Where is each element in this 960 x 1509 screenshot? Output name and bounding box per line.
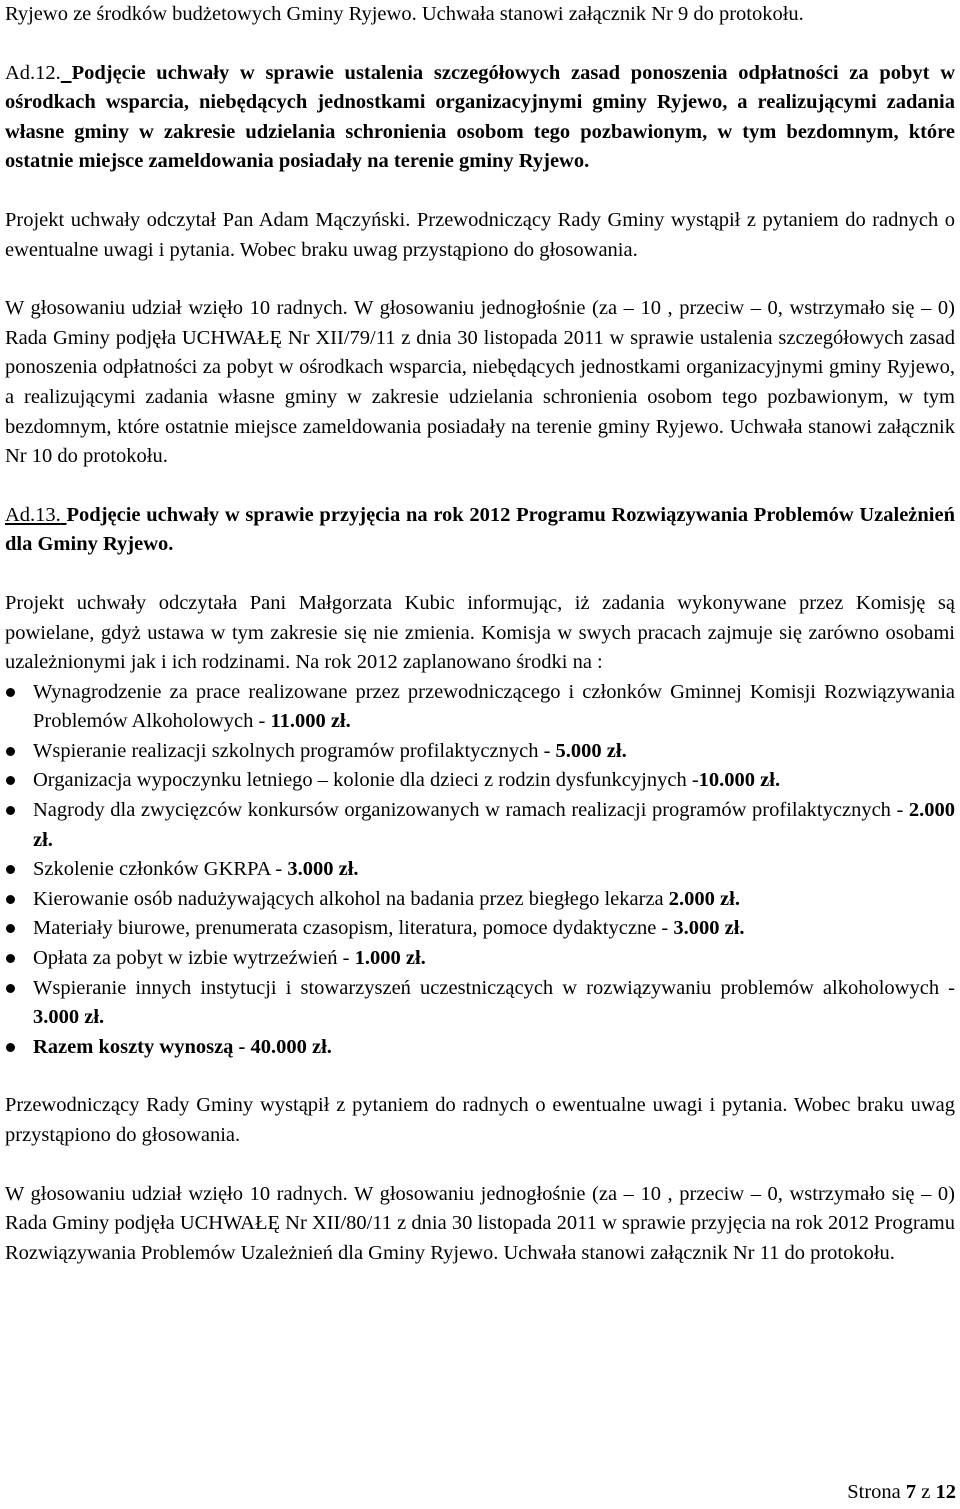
cost-list (5, 678, 955, 1063)
bullet-icon (6, 954, 15, 963)
list-item-amount: 1.000 zł. (354, 947, 426, 970)
list-item-amount: 2.000 zł. (33, 799, 955, 851)
list-item-text: Szkolenie członków GKRPA - (33, 858, 288, 881)
ad12-label: Ad.12. (5, 61, 61, 84)
list-item (5, 974, 955, 1033)
bullet-icon (6, 776, 15, 785)
page-number-current: 7 (905, 1481, 917, 1503)
list-item (5, 678, 955, 737)
bullet-icon (6, 895, 15, 904)
list-item (5, 885, 955, 915)
page-number-total: 12 (935, 1481, 956, 1503)
list-item (5, 796, 955, 855)
list-item-text: Materiały biurowe, prenumerata czasopism, literatura, pomoce dydaktyczne - (33, 917, 674, 940)
list-item-amount: 2.000 zł. (668, 887, 740, 910)
bullet-icon (6, 1043, 15, 1052)
ad12-title: Podjęcie uchwały w sprawie ustalenia szczegółowych zasad ponoszenia odpłatności za pobyt w ośrodkach wsparcia, niebędących jednostkami organizacyjnymi gminy Ryjewo, a realizującymi zadania własne gminy w zakresie udzielania schronienia osobom tego pozbawionym, w tym bezdomnym, które ostatnie miejsce zameldowania posiadały na terenie gminy Ryjewo. (5, 61, 956, 173)
list-item-amount: 11.000 zł. (270, 710, 351, 733)
ad12-paragraph-reading: Projekt uchwały odczytał Pan Adam Mączyński. Przewodniczący Rady Gminy wystąpił z pytaniem do radnych o ewentualne uwagi i pytania. Wobec braku uwag przystąpiono do głosowania. (5, 208, 955, 261)
bullet-icon (6, 865, 15, 874)
list-item-text: Opłata za pobyt w izbie wytrzeźwień - (33, 947, 355, 970)
list-item-amount: 3.000 zł. (287, 858, 359, 881)
list-item-text: Wspieranie innych instytucji i stowarzyszeń uczestniczących w rozwiązywaniu problemów alkoholowych - (33, 976, 955, 999)
list-item-text: Wspieranie realizacji szkolnych programów profilaktycznych - (33, 739, 556, 762)
ad13-heading (5, 501, 955, 560)
list-item (5, 766, 955, 796)
list-item (5, 737, 955, 767)
list-item-text: Wynagrodzenie za prace realizowane przez przewodniczącego i członków Gminnej Komisji Rozwiązywania Problemów Alkoholowych - (33, 680, 955, 733)
ad12-heading (5, 59, 955, 177)
list-item-text: Nagrody dla zwycięzców konkursów organizowanych w ramach realizacji programów profilaktycznych - (33, 799, 909, 822)
ad13-paragraph-vote: W głosowaniu udział wzięło 10 radnych. W głosowaniu jednogłośnie (za – 10 , przeciw – 0, wstrzymało się – 0) Rada Gminy podjęła UCHWAŁĘ Nr XII/80/11 z dnia 30 listopada 2011 w sprawie przyjęcia na rok 2012 Programu Rozwiązywania Problemów Uzależnień dla Gminy Ryjewo. Uchwała stanowi załącznik Nr 11 do protokołu. (5, 1182, 955, 1264)
list-item-text: Kierowanie osób nadużywających alkohol na badania przez biegłego lekarza (33, 887, 669, 910)
ad12-paragraph-vote: W głosowaniu udział wzięło 10 radnych. W głosowaniu jednogłośnie (za – 10 , przeciw – 0, wstrzymało się – 0) Rada Gminy podjęła UCHWAŁĘ Nr XII/79/11 z dnia 30 listopada 2011 w sprawie ustalenia szczegółowych zasad ponoszenia odpłatności za pobyt w ośrodkach wsparcia, niebędących jednostkami organizacyjnymi gminy Ryjewo, a realizującymi zadania własne gminy w zakresie udzielania schronienia osobom tego pozbawionym, w tym bezdomnym, które ostatnie miejsce zameldowania posiadały na terenie gminy Ryjewo. Uchwała stanowi załącznik Nr 10 do protokołu. (5, 297, 955, 468)
list-item-total (5, 1033, 955, 1063)
paragraph-continued: Ryjewo ze środków budżetowych Gminy Ryjewo. Uchwała stanowi załącznik Nr 9 do protokołu. (5, 3, 804, 25)
bullet-icon (6, 806, 15, 815)
page-number-prefix: Strona (847, 1481, 906, 1503)
bullet-icon (6, 747, 15, 756)
page-number (847, 1478, 956, 1506)
bullet-icon (6, 688, 15, 697)
list-item (5, 914, 955, 944)
list-item-amount: 10.000 zł. (698, 769, 781, 792)
document-page (5, 0, 955, 1268)
list-item (5, 944, 955, 974)
list-item-amount: 3.000 zł. (673, 917, 745, 940)
list-item-amount: 3.000 zł. (33, 1006, 105, 1029)
list-item (5, 855, 955, 885)
ad13-paragraph-question: Przewodniczący Rady Gminy wystąpił z pytaniem do radnych o ewentualne uwagi i pytania. Wobec braku uwag przystąpiono do głosowania. (5, 1094, 955, 1146)
list-item-text: Organizacja wypoczynku letniego – kolonie dla dzieci z rodzin dysfunkcyjnych - (33, 769, 699, 792)
bullet-icon (6, 924, 15, 933)
ad12-underline-space (61, 62, 72, 84)
page-number-mid: z (916, 1481, 936, 1503)
list-item-amount: 5.000 zł. (555, 739, 627, 762)
ad13-label: Ad.13. (5, 503, 61, 526)
bullet-icon (6, 984, 15, 993)
ad13-title: Podjęcie uchwały w sprawie przyjęcia na rok 2012 Programu Rozwiązywania Problemów Uzależnień dla Gminy Ryjewo. (5, 503, 955, 556)
total-text: Razem koszty wynoszą - 40.000 zł. (33, 1035, 332, 1058)
ad13-paragraph-reading: Projekt uchwały odczytała Pani Małgorzata Kubic informując, iż zadania wykonywane przez Komisję są powielane, gdyż ustawa w tym zakresie się nie zmienia. Komisja w swych pracach zajmuje się zarówno osobami uzależnionymi jak i ich rodzinami. Na rok 2012 zaplanowano środki na : (5, 591, 955, 674)
